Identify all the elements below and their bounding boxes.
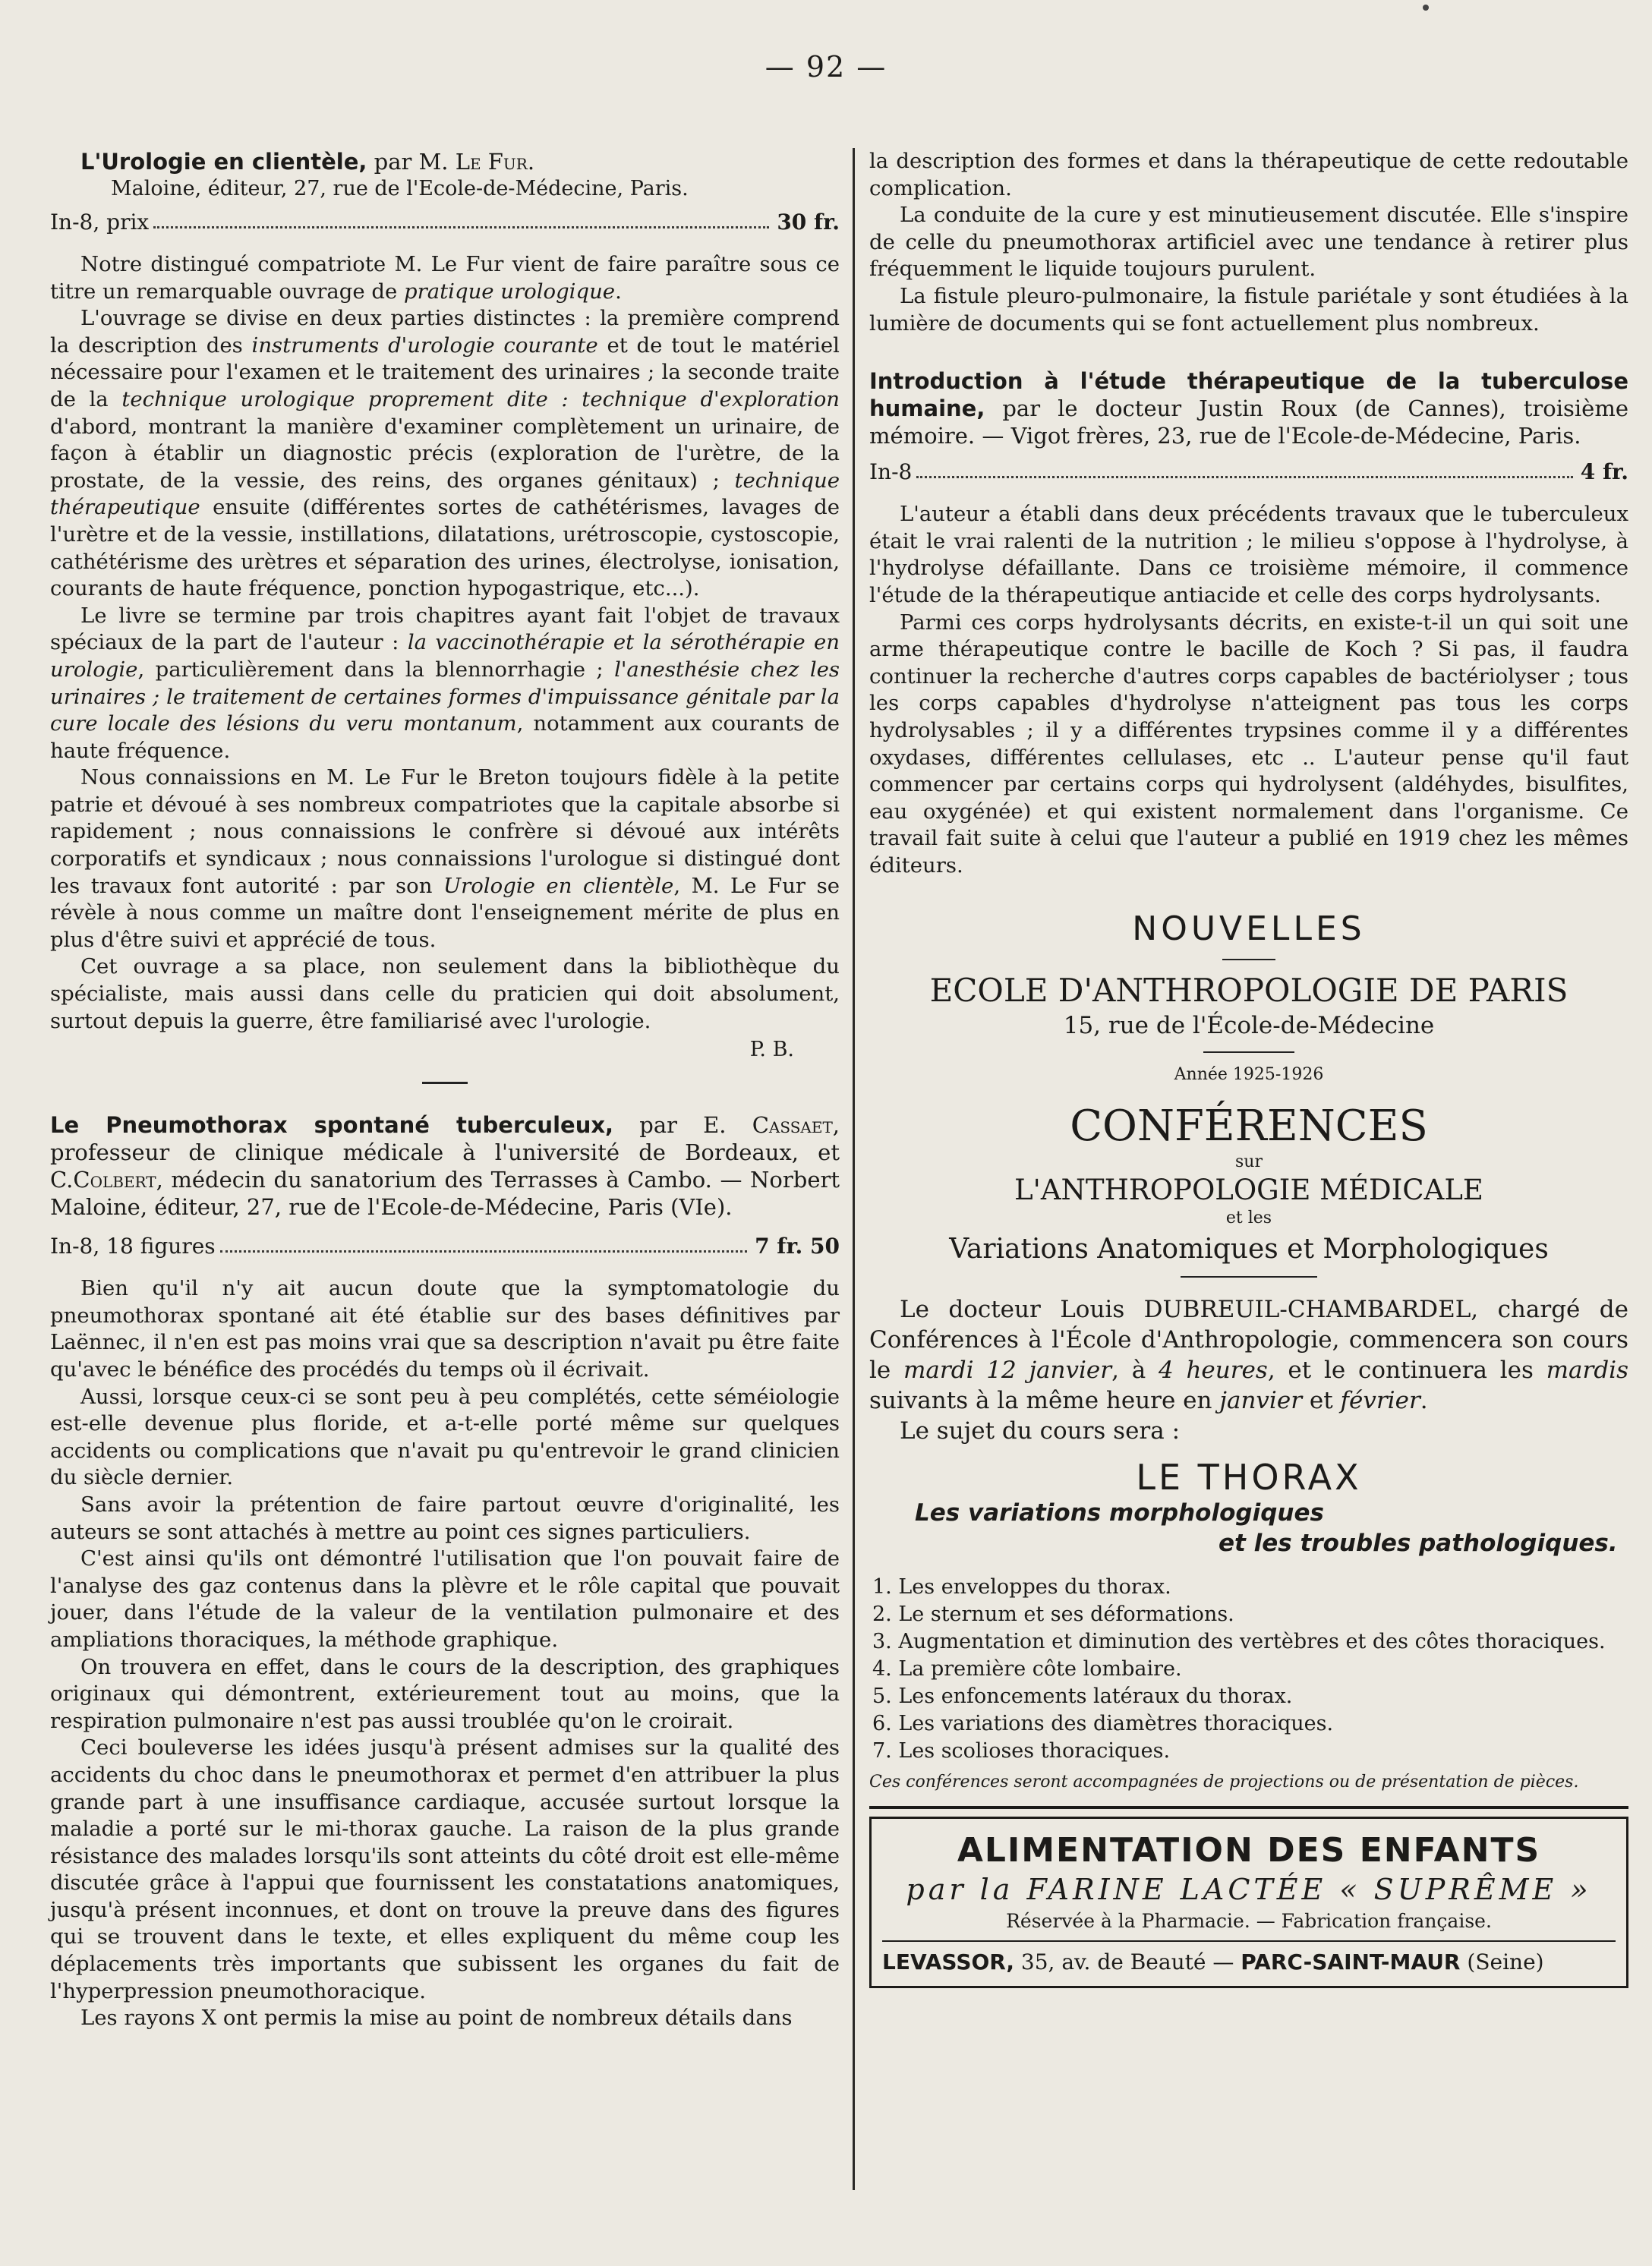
paragraph: Nous connaissions en M. Le Fur le Breton toujours fidèle à la petite patrie et dévoué à ses nombreux compatriotes que la capitale absorbe si rapidement ; nous connaissions le confrère si dévoué aux intérêts corporatifs et syndicaux ; nous connaissions l'urologue si distingué dont les travaux font autorité : par son Urologie en clientèle, M. Le Fur se révèle à nous comme un maître dont l'enseignement mérite de plus en plus d'être suivi et apprécié de tous. — [50, 765, 840, 952]
paragraph: L'auteur a établi dans deux précédents travaux que le tuberculeux était le vrai ralenti de la nutrition ; le milieu s'oppose à l'hydrolyse, à l'hydrolyse défaillante. Dans ce troisième mémoire, il commence l'étude de la thérapeutique antiacide et celle des corps hydrolysants. — [869, 502, 1628, 607]
paragraph: Aussi, lorsque ceux-ci se sont peu à peu complétés, cette séméiologie est-elle devenue plus floride, et a-t-elle porté même sur quelques accidents ou complications que n'avait pu qu'entrevoir le grand clinicien du siècle dernier. — [50, 1384, 840, 1490]
course-subject: L'ANTHROPOLOGIE MÉDICALE — [1014, 1174, 1483, 1207]
column-divider — [853, 148, 855, 2190]
section-rule — [1222, 959, 1275, 960]
paragraph: C'est ainsi qu'ils ont démontré l'utilisation que l'on pouvait faire de l'analyse des gaz contenus dans la plèvre et le rôle capital que pouvait jouer, dans l'étude de la valeur de la ventilation pulmonaire et des ampliations thoraciques, la méthode graphique. — [50, 1546, 840, 1652]
book-title: Le Pneumothorax spontané tuberculeux, — [50, 1112, 614, 1139]
publisher-line: Maloine, éditeur, 27, rue de l'Ecole-de-Médecine, Paris. — [111, 177, 689, 200]
right-column — [869, 148, 1628, 1988]
course-subtitle-1: Les variations morphologiques — [915, 1499, 1324, 1527]
conferences-heading: CONFÉRENCES — [1070, 1101, 1428, 1152]
advertisement — [869, 1817, 1628, 1988]
section-heading: NOUVELLES — [1132, 909, 1366, 949]
review-urologie — [50, 148, 840, 1065]
course-title: LE THORAX — [1136, 1457, 1362, 1499]
list-item: 5. Les enfoncements latéraux du thorax. — [872, 1685, 1293, 1709]
list-item: 4. La première côte lombaire. — [872, 1657, 1182, 1681]
signature: P. B. — [749, 1038, 794, 1062]
ad-subtitle: par la FARINE LACTÉE « SUPRÊME » — [906, 1873, 1592, 1907]
paragraph: Cet ouvrage a sa place, non seulement dans la bibliothèque du spécialiste, mais aussi dans celle du praticien qui doit absolument, surtout depuis la guerre, être familiarisé avec l'urologie. — [50, 954, 840, 1033]
book-title: Introduction à l'étude thérapeutique de la tuberculose humaine, — [869, 368, 1628, 422]
page-number: — 92 — — [765, 50, 887, 84]
paragraph: La conduite de la cure y est minutieusement discutée. Elle s'inspire de celle du pneumothorax artificiel avec une tendance à retirer plus fréquemment le liquide toujours purulent. — [869, 203, 1628, 282]
school-name: ECOLE D'ANTHROPOLOGIE DE PARIS — [929, 972, 1568, 1010]
paragraph-continued: la description des formes et dans la thérapeutique de cette redoutable complication. — [869, 149, 1628, 200]
paragraph: L'ouvrage se divise en deux parties distinctes : la première comprend la description des instruments d'urologie courante et de tout le matériel nécessaire pour l'examen et le traitement des urinaires ; la seconde traite de la technique urologique proprement dite : technique d'exploration d'abord, montrant la manière d'examiner complètement un urinaire, de façon à établir un diagnostic précis (exploration de l'urètre, de la prostate, de la vessie, des reins, des organes génitaux) ; technique thérapeutique ensuite (différentes sortes de cathétérismes, lavages de l'urètre et de la vessie, instillations, dilatations, urétroscopie, cystoscopie, cathétérisme des urètres et séparation des urines, électrolyse, ionisation, courants de haute fréquence, ponction hypogastrique, etc...). — [50, 306, 840, 601]
price: 30 fr. — [777, 210, 840, 235]
section-rule — [422, 1082, 468, 1084]
paragraph: Bien qu'il n'y ait aucun doute que la symptomatologie du pneumothorax spontané ait été établie sur des bases définitives par Laënnec, il n'en est pas moins vrai que sa description n'avait pu être faite qu'avec le bénéfice des procédés du temps où il écrivait. — [50, 1276, 840, 1382]
price: 7 fr. 50 — [755, 1234, 840, 1259]
review-heading: Introduction à l'étude thérapeutique de la tuberculose humaine, par le docteur Justin Roux (de Cannes), troisième mémoire. — Vigot frères, 23, rue de l'Ecole-de-Médecine, Paris. — [869, 368, 1628, 449]
list-item: 1. Les enveloppes du thorax. — [872, 1575, 1171, 1599]
price-line: In-8, prix 30 fr. — [50, 207, 840, 238]
paragraph: Sans avoir la prétention de faire partout œuvre d'originalité, les auteurs se sont attachés à mettre au point ces signes particuliers. — [50, 1492, 840, 1544]
nouvelles-section: NOUVELLES ECOLE D'ANTHROPOLOGIE DE PARIS 15, rue de l'École-de-Médecine Année 1925-1926 CONFÉRENCES sur L'ANTHROPOLOGIE MÉDICALE et les Variations Anatomiques et Morphologiques Le docteur Louis DUBREUIL-CHAMBARDEL, chargé de Conférences à l'École d'Anthropologie, commencera son cours le mardi 12 janvier, à 4 heures, et le continuera les mardis suivants à la même heure en janvier et février. Le sujet du cours sera : LE THORAX Les variations morphologiques et les troubles pathologiques. 1. Les enveloppes du thorax. 2. Le sternum et ses déformations. 3. Augmentation et diminution des vertèbres et des côtes thoraciques. 4. La première côte lombaire. 5. Les enfoncements latéraux du thorax. 6. Les variations des diamètres thoraciques. 7. Les scolioses thoraciques. Ces conférences seront accompagnées de projections ou de présentation de pièces. — [869, 909, 1628, 1794]
footnote: Ces conférences seront accompagnées de projections ou de présentation de pièces. — [869, 1773, 1579, 1792]
dot-leader — [220, 1231, 747, 1253]
paragraph: Ceci bouleverse les idées jusqu'à présent admises sur la qualité des accidents du choc dans le pneumothorax et permet d'en attribuer la plus grande part à une insuffisance cardiaque, accusée surtout lorsque la maladie a porté sur le mi-thorax gauche. La raison de la plus grande résistance des malades lorsqu'ils sont atteints du côté droit est elle-même discutée grâce à l'appui que fournissent les constatations anatomiques, jusqu'à présent inconnues, et dont on trouve la preuve dans des figures qui se trouvent dans le texte, et elles expliquent du même coup les déplacements très importants que subissent les organes du fait de l'hyperpression pneumothoracique. — [50, 1735, 840, 2003]
course-subtitle: Variations Anatomiques et Morphologiques — [949, 1234, 1549, 1265]
paragraph: Les rayons X ont permis la mise au point de nombreux détails dans — [80, 2006, 793, 2031]
ad-note: Réservée à la Pharmacie. — Fabrication française. — [882, 1908, 1616, 1942]
academic-year: Année 1925-1926 — [1174, 1065, 1324, 1085]
review-pneumothorax — [50, 1111, 840, 2032]
price: 4 fr. — [1580, 459, 1628, 485]
price-line: In-8 4 fr. — [869, 457, 1628, 487]
school-address: 15, rue de l'École-de-Médecine — [1063, 1012, 1435, 1040]
dot-leader — [916, 457, 1572, 478]
author-name: Le Fur — [455, 149, 528, 175]
author-name: Cassaet — [752, 1112, 833, 1139]
paragraph: Le livre se termine par trois chapitres ayant fait l'objet de travaux spéciaux de la part de l'auteur : la vaccinothérapie et la sérothérapie en urologie, particulièrement dans la blennorrhagie ; l'anesthésie chez les urinaires ; le traitement de certaines formes d'impuissance génitale par la cure locale des lésions du veru montanum, notamment aux courants de haute fréquence. — [50, 603, 840, 763]
ad-rule — [869, 1806, 1628, 1809]
lecture-announcement: Le docteur Louis DUBREUIL-CHAMBARDEL, chargé de Conférences à l'École d'Anthropologie, commencera son cours le mardi 12 janvier, à 4 heures, et le continuera les mardis suivants à la même heure en janvier et février. — [869, 1296, 1629, 1415]
paragraph: Parmi ces corps hydrolysants décrits, en existe-t-il un qui soit une arme thérapeutique contre le bacille de Koch ? Si pas, il faudra continuer la recherche d'autres corps capables de bactériolyser ; tous les corps capables d'hydrolyse n'atteignent pas tous les corps hydrolysables ; il y a différentes trypsines comme il y a différentes oxydases, différentes cellulases, etc .. L'auteur pense qu'il faut commencer par certains corps qui hydrolysent (aldéhydes, bisulfites, eau oxygénée) et qui existent normalement dans l'organisme. Ce travail fait suite à celui que l'auteur a publié en 1919 chez les mêmes éditeurs. — [869, 610, 1628, 878]
list-item: 6. Les variations des diamètres thoraciques. — [872, 1712, 1334, 1736]
review-heading: L'Urologie en clientèle, par M. Le Fur. — [80, 149, 535, 175]
list-item: 2. Le sternum et ses déformations. — [872, 1603, 1234, 1627]
author-name: Colbert — [73, 1167, 156, 1193]
ad-title: ALIMENTATION DES ENFANTS — [957, 1831, 1541, 1870]
course-subtitle-2: et les troubles pathologiques. — [1219, 1530, 1618, 1558]
list-item: 3. Augmentation et diminution des vertèbres et des côtes thoraciques. — [872, 1630, 1606, 1654]
left-column — [50, 148, 840, 2032]
section-rule — [1181, 1276, 1317, 1278]
review-tuberculose — [869, 367, 1628, 879]
section-rule — [1203, 1051, 1294, 1053]
paragraph: Notre distingué compatriote M. Le Fur vient de faire paraître sous ce titre un remarquable ouvrage de pratique urologique. — [50, 252, 840, 304]
topic-list — [869, 1574, 1628, 1765]
list-item: 7. Les scolioses thoraciques. — [872, 1739, 1171, 1763]
book-title: L'Urologie en clientèle, — [80, 149, 367, 175]
review-heading: Le Pneumothorax spontané tuberculeux, par E. Cassaet, professeur de clinique médicale à l'université de Bordeaux, et C.Colbert, médecin du sanatorium des Terrasses à Cambo. — Norbert Maloine, éditeur, 27, rue de l'Ecole-de-Médecine, Paris (VIe). — [50, 1112, 840, 1221]
paragraph: La fistule pleuro-pulmonaire, la fistule pariétale y sont étudiées à la lumière de documents qui se font actuellement plus nombreux. — [869, 283, 1628, 336]
ad-address: LEVASSOR, 35, av. de Beauté — PARC-SAINT-MAUR (Seine) — [882, 1949, 1544, 1975]
price-line: In-8, 18 figures 7 fr. 50 — [50, 1231, 840, 1262]
dot-leader — [153, 207, 769, 228]
print-speck — [1423, 5, 1429, 11]
paragraph: On trouvera en effet, dans le cours de la description, des graphiques originaux qui démontrent, extérieurement tout au moins, que la respiration pulmonaire n'est pas aussi troublée qu'on le croirait. — [50, 1654, 840, 1733]
course-intro: Le sujet du cours sera : — [900, 1417, 1181, 1445]
